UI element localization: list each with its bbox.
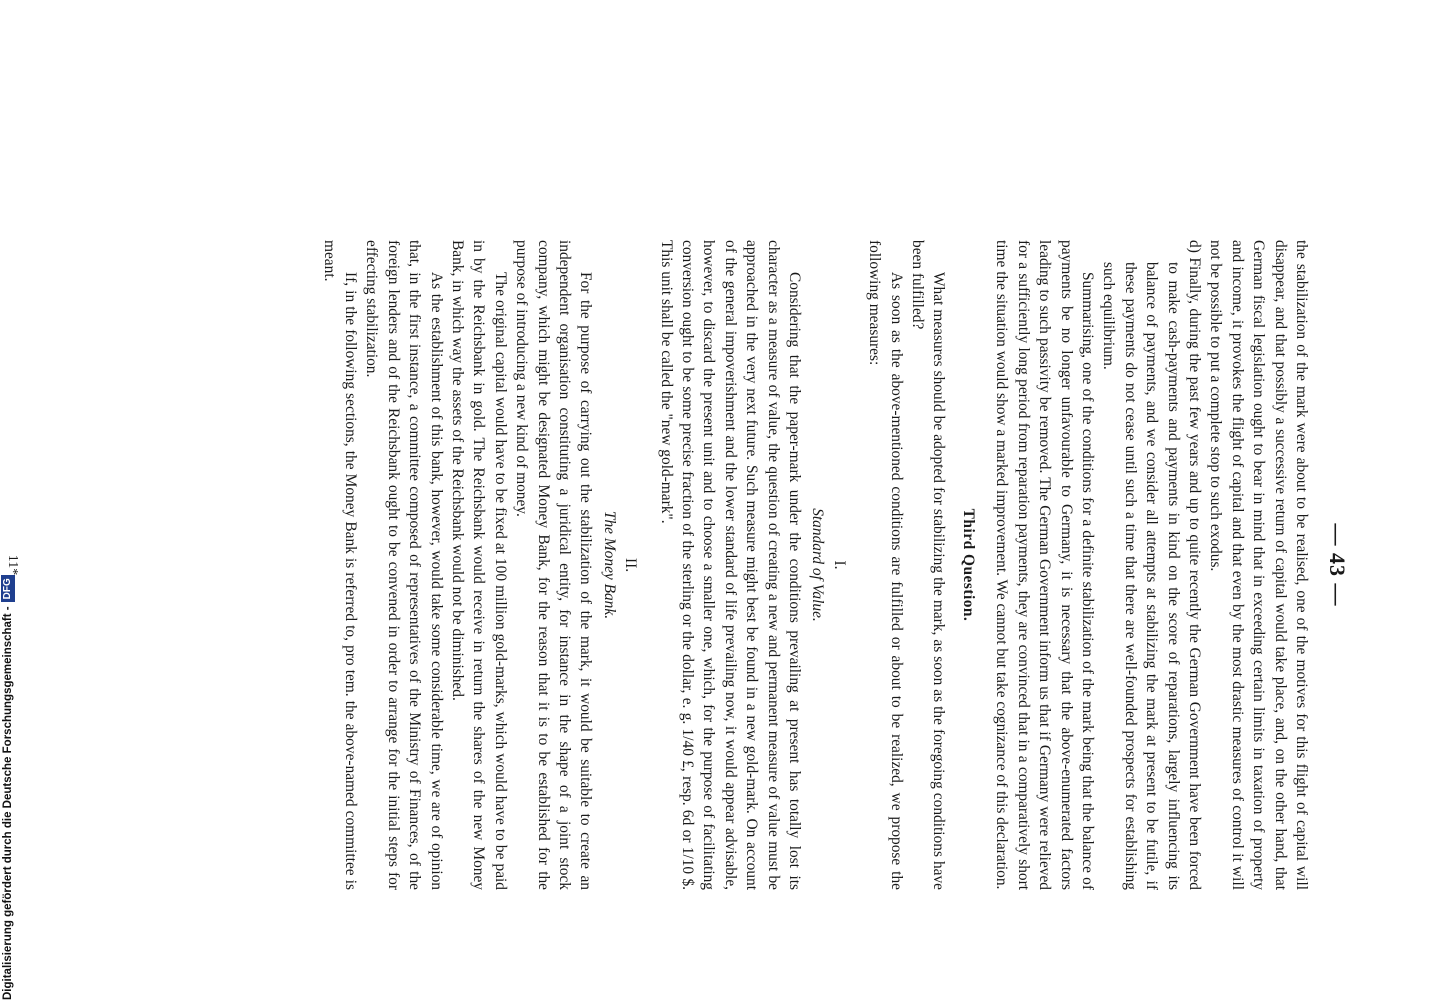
question-text: What measures should be adopted for stabilizing the mark, as soon as the foregoing conditions have been fulfilled? bbox=[909, 240, 948, 890]
paragraph-money-bank-3: As the establishment of this bank, however, would take some considerable time, we are of opinion that, in the first instance, a committee composed of representatives of the Ministry of Finances, of the foreign lenders and of the Reichsbank ought to be convened in order to arrange for the initial steps for effecting stabilization. bbox=[363, 240, 445, 890]
paragraph-standard-of-value: Considering that the paper-mark under the conditions prevailing at present has totally lost its character as a measure of value, the question of creating a new and permanent measure of value must be approached in the very next future. Such measure might best be found in a new gold-mark. On account of the general impoverishment and the lower standard of life prevailing now, it would appear advisable, however, to discard the present unit and to choose a smaller one, which, for the purpose of facilitating conversion ought to be some precise fraction of the sterling or the dollar, e. g. 1/40 £, resp. 6d or 1/10 $. This unit shall be called the "new gold-mark". bbox=[657, 240, 804, 890]
digitization-credit bbox=[0, 578, 16, 1000]
list-item-d: d) Finally, during the past few years and up to quite recently the German Government have been forced to make cash-payments and payments in kind on the score of reparations, largely influencing its balance of payments, and we consider all attempts at stabilizing the mark at present to be futile, if these payments do not cease until such a time that there are well-founded prospects for establishing such equilibrium. bbox=[1100, 240, 1203, 890]
answer-intro: As soon as the above-mentioned conditions are fulfilled or about to be realized, we propose the following measures: bbox=[866, 240, 905, 890]
dfg-logo: DFG bbox=[1, 575, 15, 602]
paragraph-money-bank-4: If, in the following sections, the Money Bank is referred to, pro tem. the above-named committee is meant. bbox=[320, 240, 359, 890]
paragraph-continuation: the stabilization of the mark were about to be realised, one of the motives for this flight of capital will disappear, and that possibly a successive return of capital would take place, and, on the other hand, that German fiscal legislation ought to bear in mind that in exceeding certain limits in taxation of property and income, it provokes the flight of capital and that even by the most drastic measures of control it will not be possible to put a complete stop to such exodus. bbox=[1207, 240, 1310, 890]
paragraph-money-bank-2: The original capital would have to be fixed at 100 million gold-marks, which would have to be paid in by the Reichsbank in gold. The Reichsbank would receive in return the shares of the new Money Bank, in which way the assets of the Reichsbank would not be diminished. bbox=[448, 240, 509, 890]
page-header bbox=[1312, 240, 1352, 890]
signature-mark: 11* bbox=[5, 554, 21, 576]
section-title-standard-of-value: Standard of Value. bbox=[809, 508, 827, 622]
page-number: — 43 — bbox=[1325, 523, 1350, 607]
section-heading-third-question: Third Question. bbox=[959, 508, 977, 622]
paragraph-money-bank-1: For the purpose of carrying out the stabilization of the mark, it would be suitable to create an independent organisation constituting a juridical entity, for instance in the shape of a joint stock company, which might be designated Money Bank, for the reason that it is to be established for the purpose of introducing a new kind of money. bbox=[513, 240, 595, 890]
paragraph-summarising: Summarising, one of the conditions for a definite stabilization of the mark being that the balance of payments be no longer unfavourable to Germany, it is necessary that the above-enumerated factors leading to such passivity be removed. The German Government inform us that if Germany were relieved for a sufficiently long period from reparation payments, they are convinced that in a comparatively short time the situation would show a marked improvement. We cannot but take cognizance of this declaration. bbox=[993, 240, 1096, 890]
section-numeral-1: I. bbox=[830, 560, 848, 570]
section-numeral-2: II. bbox=[622, 557, 640, 573]
section-title-money-bank: The Money Bank. bbox=[600, 510, 618, 620]
credit-text: Digitalisierung gefördert durch die Deutsche Forschungsgemeinschaft - bbox=[2, 606, 14, 1000]
